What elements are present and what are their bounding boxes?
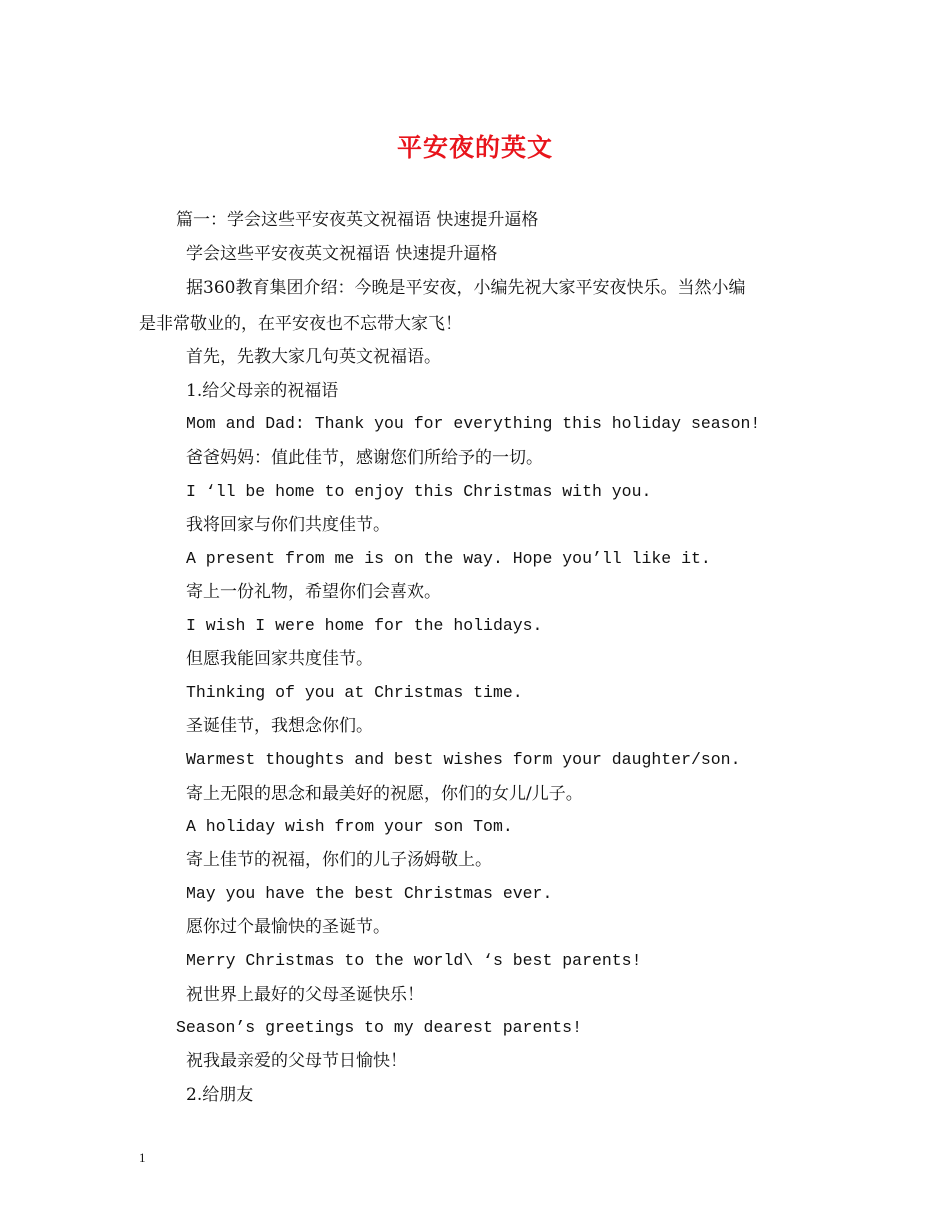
chinese-line: 寄上一份礼物，希望你们会喜欢。: [186, 582, 441, 602]
english-line: Thinking of you at Christmas time.: [186, 683, 523, 702]
english-line: I ‘ll be home to enjoy this Christmas with you.: [186, 482, 652, 501]
english-line: Merry Christmas to the world\ ‘s best parents!: [186, 951, 642, 970]
paragraph-line: 是非常敬业的，在平安夜也不忘带大家飞！: [139, 314, 462, 334]
chinese-line: 爸爸妈妈：值此佳节，感谢您们所给予的一切。: [186, 448, 543, 468]
english-line: May you have the best Christmas ever.: [186, 884, 553, 903]
paragraph-line: 据360教育集团介绍：今晚是平安夜，小编先祝大家平安夜快乐。当然小编: [186, 278, 746, 298]
paragraph-line: 学会这些平安夜英文祝福语 快速提升逼格: [186, 244, 498, 264]
list-heading: 2.给朋友: [186, 1085, 254, 1105]
page-number: 1: [139, 1150, 146, 1165]
chinese-line: 但愿我能回家共度佳节。: [186, 649, 373, 669]
english-line: Mom and Dad: Thank you for everything this holiday season!: [186, 414, 761, 433]
section-heading: 篇一：学会这些平安夜英文祝福语 快速提升逼格: [176, 210, 539, 230]
chinese-line: 祝世界上最好的父母圣诞快乐！: [186, 985, 424, 1005]
chinese-line: 寄上佳节的祝福，你们的儿子汤姆敬上。: [186, 850, 492, 870]
english-line: Warmest thoughts and best wishes form your daughter/son.: [186, 750, 741, 769]
english-line: A present from me is on the way. Hope you’ll like it.: [186, 549, 711, 568]
chinese-line: 寄上无限的思念和最美好的祝愿，你们的女儿/儿子。: [186, 784, 583, 804]
english-line: A holiday wish from your son Tom.: [186, 817, 513, 836]
english-line: I wish I were home for the holidays.: [186, 616, 543, 635]
list-heading: 1.给父母亲的祝福语: [186, 381, 339, 401]
page-title: 平安夜的英文: [396, 133, 553, 162]
chinese-line: 圣诞佳节，我想念你们。: [186, 716, 373, 736]
chinese-line: 我将回家与你们共度佳节。: [186, 515, 390, 535]
chinese-line: 愿你过个最愉快的圣诞节。: [186, 917, 390, 937]
paragraph-line: 首先，先教大家几句英文祝福语。: [186, 347, 441, 367]
chinese-line: 祝我最亲爱的父母节日愉快！: [186, 1051, 407, 1071]
english-line: Season’s greetings to my dearest parents!: [176, 1018, 582, 1037]
